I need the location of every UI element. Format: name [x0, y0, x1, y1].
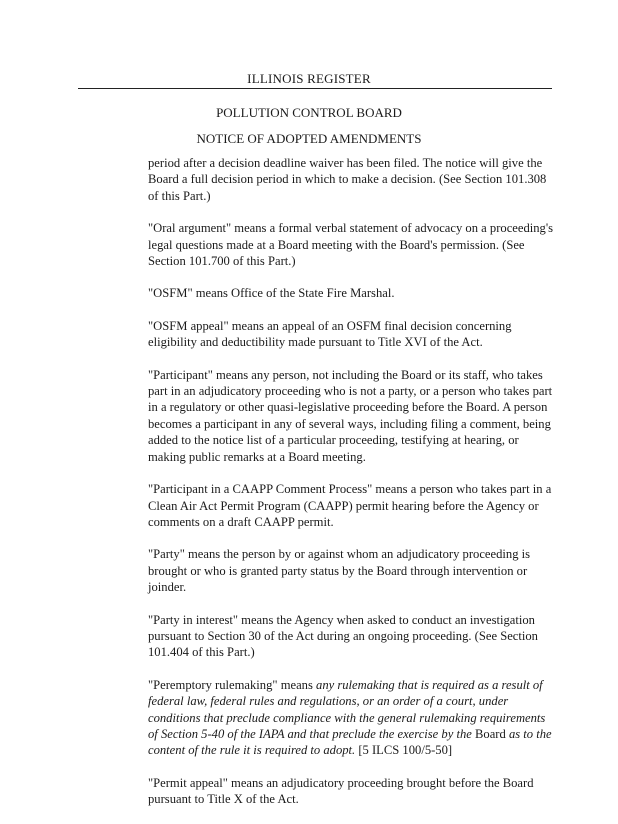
- definition-participant: "Participant" means any person, not including the Board or its staff, who takes part in an adjudicatory proceeding who is not a party, or a person who takes part in a regulatory or other quasi-legislative proceeding before the Board. A person becomes a participant in any of several ways, including filing a comment, being added to the notice list of a particular proceeding, testifying at hearing, or making public remarks at a Board meeting.: [148, 367, 553, 464]
- definition-participant-caapp: "Participant in a CAAPP Comment Process" means a person who takes part in a Clean Air Act Permit Program (CAAPP) permit hearing before the Agency or comments on a draft CAAPP permit.: [148, 482, 552, 529]
- notice-title: NOTICE OF ADOPTED AMENDMENTS: [196, 131, 422, 146]
- definition-oral-argument: "Oral argument" means a formal verbal statement of advocacy on a proceeding's legal questions made at a Board meeting with the Board's permission. (See Section 101.700 of this Part.): [148, 221, 554, 269]
- peremptory-citation: [5 ILCS 100/5-50]: [355, 743, 453, 758]
- peremptory-italic-1: any rulemaking that is required as a result of federal law, federal rules and regulations, or an order of a court, under conditions that preclude compliance with the general rulemaking requirements of Section 5-40 of the IAPA and that preclude the exercise by the: [148, 677, 546, 741]
- definition-party-in-interest: "Party in interest" means the Agency when asked to conduct an investigation pursuant to Section 30 of the Act during an ongoing proceeding. (See Section 101.404 of this Part.): [148, 612, 538, 660]
- definition-party: "Party" means the person by or against whom an adjudicatory proceeding is brought or who is granted party status by the Board through intervention or joinder.: [148, 547, 531, 595]
- board-name: POLLUTION CONTROL BOARD: [216, 105, 402, 120]
- peremptory-lead: "Peremptory rulemaking" means: [148, 677, 317, 692]
- peremptory-mid: Board: [471, 726, 509, 741]
- header-divider: [78, 88, 552, 89]
- definition-permit-appeal: "Permit appeal" means an adjudicatory proceeding brought before the Board pursuant to Title X of the Act.: [148, 775, 534, 807]
- paragraph-decision-period: period after a decision deadline waiver has been filed. The notice will give the Board a full decision period in which to make a decision. (See Section 101.308 of this Part.): [148, 156, 547, 203]
- register-title: ILLINOIS REGISTER: [247, 71, 371, 86]
- document-body: [148, 155, 558, 824]
- definition-osfm-appeal: "OSFM appeal" means an appeal of an OSFM final decision concerning eligibility and deductibility made pursuant to Title XVI of the Act.: [148, 318, 512, 350]
- definition-osfm: "OSFM" means Office of the State Fire Marshal.: [148, 286, 395, 301]
- definition-peremptory-rulemaking: [148, 677, 558, 759]
- peremptory-italic-2: as to the content of the rule it is required to adopt.: [148, 726, 552, 758]
